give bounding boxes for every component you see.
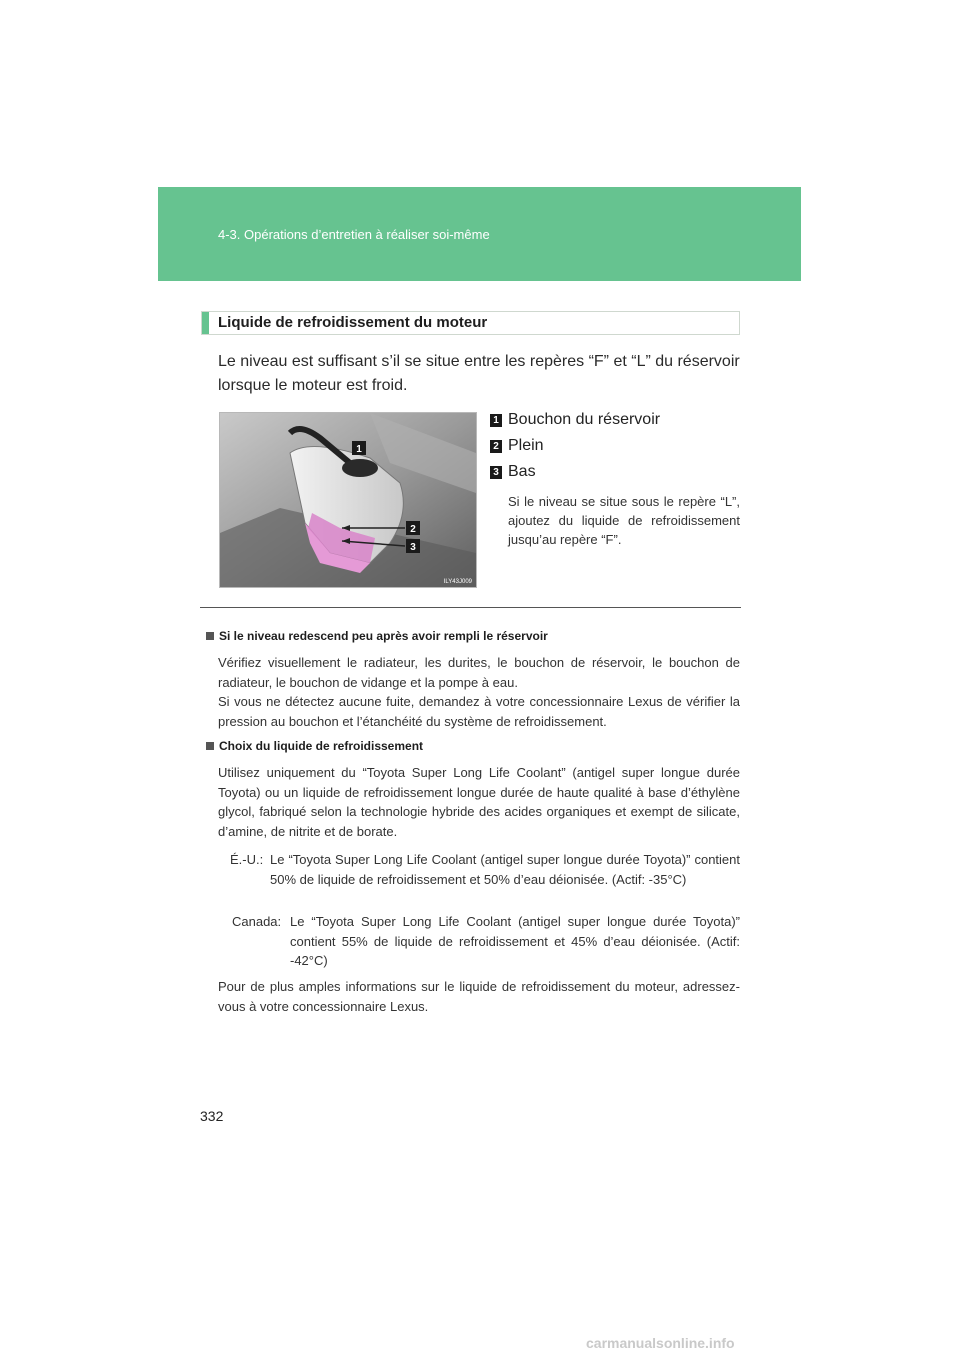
- section-accent: [202, 312, 209, 334]
- note-heading-coolant-choice: [206, 739, 423, 753]
- note-heading-refill: [206, 629, 548, 643]
- region-text-us: Le “Toyota Super Long Life Coolant (antigel super longue durée Toyota)” contient 50% de liquide de refroidissement et 50% d’eau déionisée. (Actif: -35°C): [270, 852, 740, 887]
- legend-number: 2: [490, 440, 502, 453]
- note-heading-text: Choix du liquide de refroidissement: [219, 739, 424, 753]
- section-divider: [200, 607, 741, 608]
- figure-code: ILY43J009: [443, 579, 472, 585]
- legend-item-low: [490, 462, 536, 482]
- legend-item-cap: [490, 410, 660, 430]
- note-refill-para-2: Si vous ne détectez aucune fuite, demandez à votre concessionnaire Lexus de vérifier la pression au bouchon et l’étanchéité du système de refroidissement.: [218, 694, 740, 729]
- region-label-canada: Canada:: [232, 914, 282, 929]
- section-title: Liquide de refroidissement du moteur: [218, 314, 488, 331]
- legend-number: 1: [490, 414, 502, 427]
- chapter-title: 4-3. Opérations d’entretien à réaliser soi-même: [218, 227, 490, 242]
- coolant-reservoir-photo: [219, 412, 477, 588]
- photo-callout-1: 1: [356, 444, 362, 455]
- note-coolant-para-1: Utilisez uniquement du “Toyota Super Long Life Coolant” (antigel super longue durée Toyota) ou un liquide de refroidissement longue durée de haute qualité à base d’éthylène glycol, fabriqué selon la technologie hybride des acides organiques et exempt de silicate, d’amine, de nitrite et de borate.: [218, 765, 740, 839]
- page-number: 332: [200, 1108, 224, 1124]
- note-coolant-para-2: Pour de plus amples informations sur le liquide de refroidissement du moteur, adressez-vous à votre concessionnaire Lexus.: [218, 979, 740, 1014]
- photo-callout-3: 3: [410, 542, 416, 553]
- section-heading-bar: [201, 311, 740, 335]
- legend-number: 3: [490, 466, 502, 479]
- intro-paragraph: Le niveau est suffisant s’il se situe entre les repères “F” et “L” du réservoir lorsque le moteur est froid.: [218, 353, 740, 394]
- note-refill-para-1: Vérifiez visuellement le radiateur, les durites, le bouchon de réservoir, le bouchon de radiateur, le bouchon de vidange et la pompe à eau.: [218, 655, 740, 690]
- watermark: carmanualsonline.info: [586, 1335, 735, 1351]
- bullet-square-icon: [206, 632, 214, 640]
- region-text-canada: Le “Toyota Super Long Life Coolant (antigel super longue durée Toyota)” contient 55% de liquide de refroidissement et 45% d’eau déionisée. (Actif: -42°C): [290, 914, 740, 968]
- legend-label: Bas: [508, 463, 536, 480]
- legend-item-full: [490, 436, 544, 456]
- legend-note: Si le niveau se situe sous le repère “L”, ajoutez du liquide de refroidissement jusqu’au repère “F”.: [508, 494, 740, 547]
- bullet-square-icon: [206, 742, 214, 750]
- photo-callout-2: 2: [410, 524, 416, 535]
- region-label-us: É.-U.:: [230, 852, 264, 867]
- legend-label: Bouchon du réservoir: [508, 411, 661, 428]
- legend-label: Plein: [508, 437, 544, 454]
- note-heading-text: Si le niveau redescend peu après avoir rempli le réservoir: [219, 629, 548, 643]
